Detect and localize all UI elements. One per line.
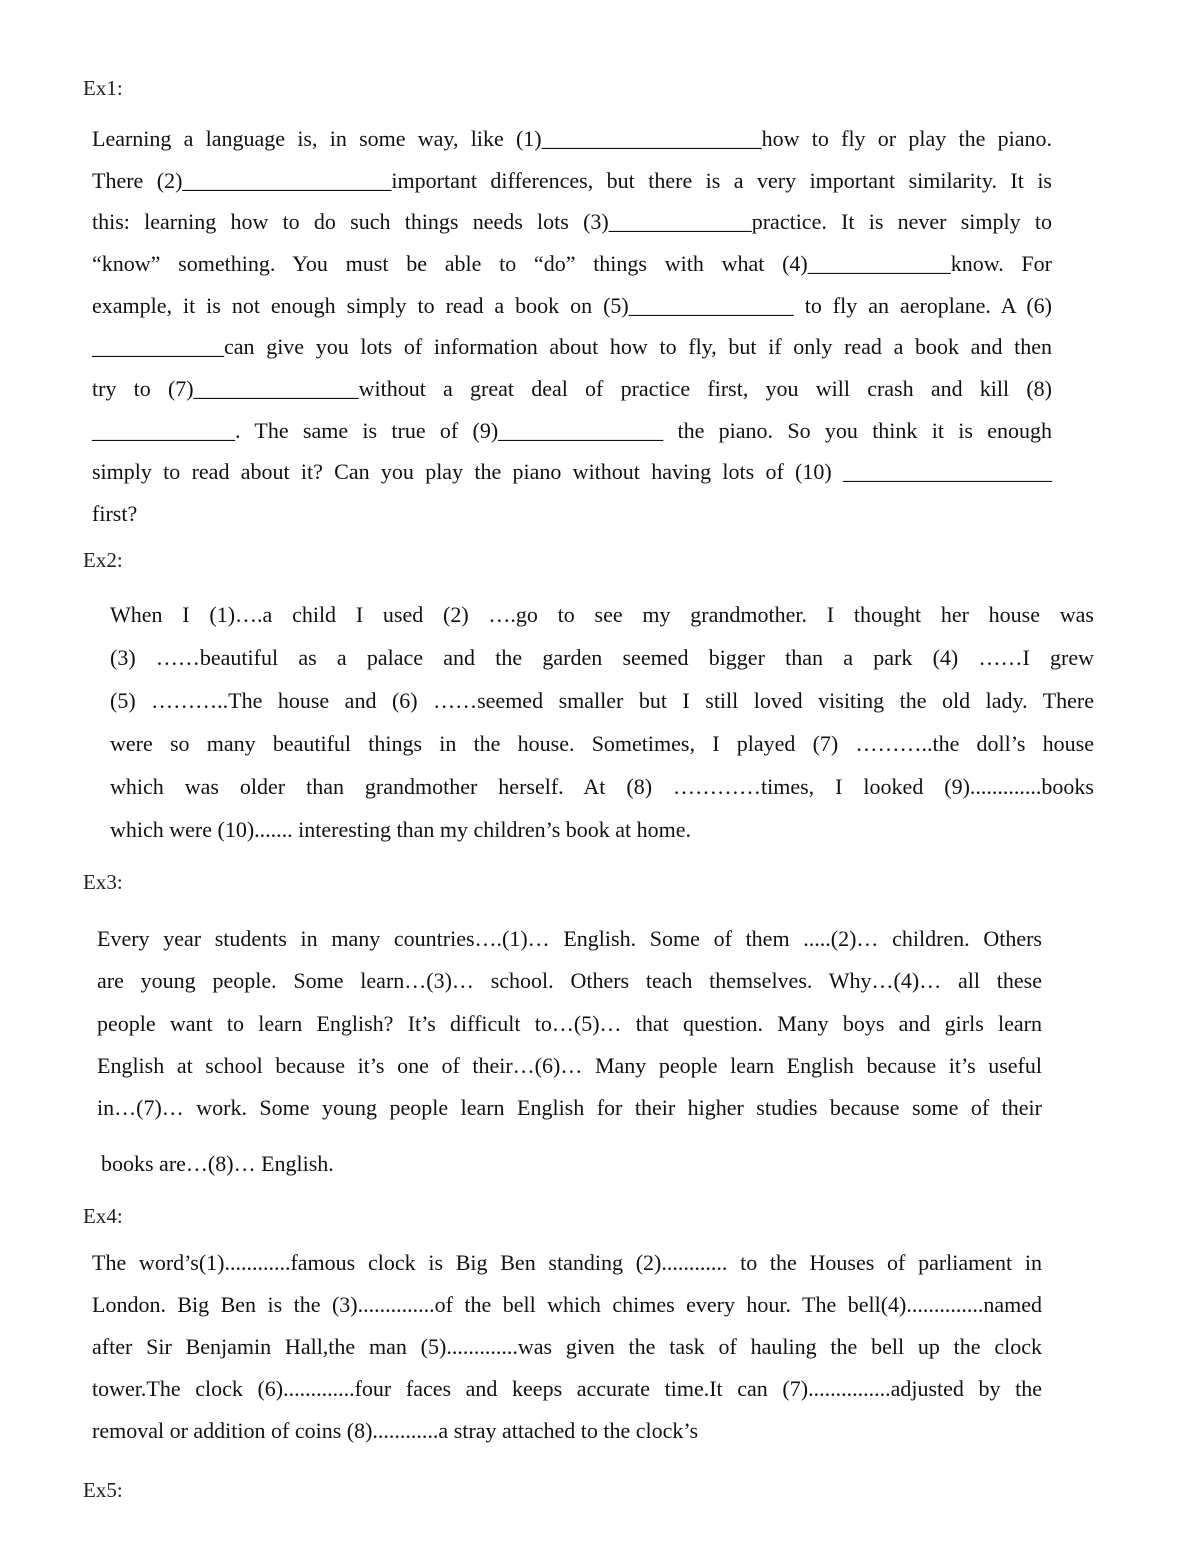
exercise-3-line-4: English at school because it’s one of their…(6)… Many people learn English because it’s useful <box>97 1053 1042 1078</box>
exercise-4-line-3: after Sir Benjamin Hall,the man (5).............was given the task of hauling the bell up the clock <box>92 1334 1042 1359</box>
exercise-3-label: Ex3: <box>83 870 123 894</box>
exercise-2-line-4: were so many beautiful things in the house. Sometimes, I played (7) ………..the doll’s house <box>110 731 1094 756</box>
exercise-4-line-5: removal or addition of coins (8)............a stray attached to the clock’s <box>92 1418 699 1443</box>
exercise-1-line-3: this: learning how to do such things needs lots (3)_____________practice. It is never simply to <box>92 209 1052 234</box>
exercise-1-line-1: Learning a language is, in some way, like (1)____________________how to fly or play the piano. <box>92 126 1052 151</box>
exercise-4-label: Ex4: <box>83 1204 123 1228</box>
exercise-2-label: Ex2: <box>83 548 123 572</box>
exercise-4-line-2: London. Big Ben is the (3)..............of the bell which chimes every hour. The bell(4)..............named <box>92 1292 1042 1317</box>
exercise-1-label: Ex1: <box>83 76 123 100</box>
exercise-2-line-5: which was older than grandmother herself. At (8) …………times, I looked (9).............books <box>110 774 1094 799</box>
exercise-1-line-4: “know” something. You must be able to “do” things with what (4)_____________know. For <box>92 251 1052 276</box>
exercise-4-line-1: The word’s(1)............famous clock is Big Ben standing (2)............ to the Houses of parliament in <box>92 1250 1042 1275</box>
exercise-1-line-2: There (2)___________________important differences, but there is a very important similarity. It is <box>92 168 1052 193</box>
exercise-1-line-9: simply to read about it? Can you play the piano without having lots of (10) ___________________ <box>92 459 1052 484</box>
exercise-1-line-10: first? <box>92 501 138 526</box>
exercise-3-line-2: are young people. Some learn…(3)… school. Others teach themselves. Why…(4)… all these <box>97 968 1042 993</box>
exercise-3-line-6: books are…(8)… English. <box>101 1151 334 1176</box>
exercise-4-line-4: tower.The clock (6).............four faces and keeps accurate time.It can (7)...............adjusted by the <box>92 1376 1042 1401</box>
exercise-3-line-3: people want to learn English? It’s difficult to…(5)… that question. Many boys and girls learn <box>97 1011 1042 1036</box>
exercise-3-line-1: Every year students in many countries….(1)… English. Some of them .....(2)… children. Others <box>97 926 1042 951</box>
exercise-2-line-2: (3) ……beautiful as a palace and the garden seemed bigger than a park (4) ……I grew <box>110 645 1094 670</box>
exercise-2-line-3: (5) ………..The house and (6) ……seemed smaller but I still loved visiting the old lady. There <box>110 688 1094 713</box>
exercise-2-line-6: which were (10)....... interesting than my children’s book at home. <box>110 817 692 842</box>
exercise-1-line-5: example, it is not enough simply to read a book on (5)_______________ to fly an aeroplane. A (6) <box>92 293 1052 318</box>
exercise-1-line-7: try to (7)_______________without a great deal of practice first, you will crash and kill (8) <box>92 376 1052 401</box>
exercise-3-line-5: in…(7)… work. Some young people learn English for their higher studies because some of their <box>97 1095 1042 1120</box>
exercise-2-line-1: When I (1)….a child I used (2) ….go to see my grandmother. I thought her house was <box>110 602 1094 627</box>
exercise-1-line-6: ____________can give you lots of information about how to fly, but if only read a book and then <box>92 334 1052 359</box>
exercise-1-line-8: _____________. The same is true of (9)_______________ the piano. So you think it is enough <box>92 418 1052 443</box>
exercise-5-label: Ex5: <box>83 1478 123 1502</box>
